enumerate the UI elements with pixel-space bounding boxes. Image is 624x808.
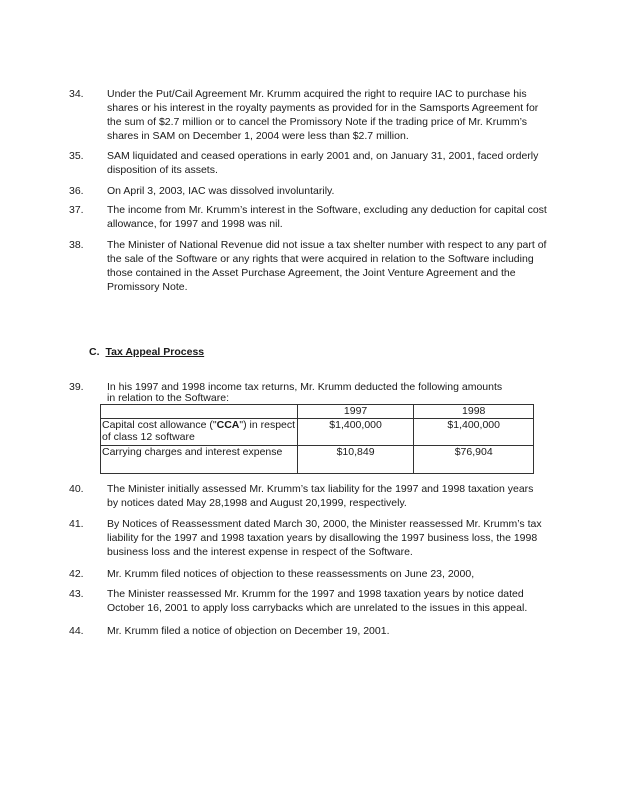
paragraph-text: The Minister initially assessed Mr. Krumm’s tax liability for the 1997 and 1998 taxation years by notices dated May 28,1998 and August 20,1999, respectively.	[107, 483, 534, 509]
table-header-cell: 1997	[297, 405, 414, 419]
table-row	[101, 419, 534, 446]
section-letter: C.	[89, 346, 100, 358]
label-text: ") in respect of class 12 software	[102, 419, 296, 443]
deductions-table	[100, 404, 534, 474]
paragraph-text: The Minister reassessed Mr. Krumm for the 1997 and 1998 taxation years by notice dated October 16, 2001 to apply loss carrybacks which are unrelated to the issues in this appeal.	[107, 588, 528, 614]
table-header-cell: 1998	[414, 405, 534, 419]
paragraph-number: 41.	[69, 518, 84, 530]
paragraph-number: 40.	[69, 483, 84, 495]
paragraph-number: 44.	[69, 625, 84, 637]
label-abbrev: CCA	[216, 419, 240, 431]
paragraph-number: 38.	[69, 239, 84, 251]
paragraph-39-continuation: in relation to the Software:	[107, 392, 229, 404]
paragraph-text: By Notices of Reassessment dated March 30, 2000, the Minister reassessed Mr. Krumm’s tax liability for the 1997 and 1998 taxation years by disallowing the 1997 business loss, the 1998 business loss and the interest expense in respect of the Software.	[107, 518, 542, 558]
table-cell-1997: $1,400,000	[297, 419, 414, 446]
section-heading	[89, 346, 204, 358]
paragraph-number: 36.	[69, 185, 84, 197]
paragraph-text: The Minister of National Revenue did not issue a tax shelter number with respect to any part of the sale of the Software or any rights that were acquired in relation to the Software including those contained in the Asset Purchase Agreement, the Joint Venture Agreement and the Promissory Note.	[107, 239, 547, 293]
paragraph-number: 39.	[69, 381, 84, 393]
paragraph-text: The income from Mr. Krumm’s interest in the Software, excluding any deduction for capital cost allowance, for 1997 and 1998 was nil.	[107, 204, 547, 230]
paragraph-text: Mr. Krumm filed a notice of objection on December 19, 2001.	[107, 625, 390, 637]
paragraph-text: In his 1997 and 1998 income tax returns, Mr. Krumm deducted the following amounts	[107, 381, 503, 393]
section-title: Tax Appeal Process	[105, 346, 205, 358]
table-row-label: Carrying charges and interest expense	[101, 446, 298, 474]
table-cell-1998: $1,400,000	[414, 419, 534, 446]
paragraph-text: On April 3, 2003, IAC was dissolved involuntarily.	[107, 185, 335, 197]
table-row-label	[101, 419, 298, 446]
table-header-row	[101, 405, 534, 419]
table-cell-1997: $10,849	[297, 446, 414, 474]
paragraph-number: 42.	[69, 568, 84, 580]
label-text: Capital cost allowance ("	[102, 419, 217, 431]
paragraph-text: Under the Put/Cail Agreement Mr. Krumm acquired the right to require IAC to purchase his shares or his interest in the royalty payments as provided for in the Samsports Agreement for the sum of $2.7 million or to cancel the Promissory Note if the trading price of Mr. Krumm’s shares in SAM on December 1, 2004 were less than $2.7 million.	[107, 88, 539, 142]
paragraph-number: 37.	[69, 204, 84, 216]
paragraph-number: 34.	[69, 88, 84, 100]
paragraph-number: 43.	[69, 588, 84, 600]
paragraph-text: Mr. Krumm filed notices of objection to these reassessments on June 23, 2000,	[107, 568, 475, 580]
paragraph-text: SAM liquidated and ceased operations in early 2001 and, on January 31, 2001, faced orderly disposition of its assets.	[107, 150, 539, 176]
table-header-cell	[101, 405, 298, 419]
table-row	[101, 446, 534, 474]
paragraph-number: 35.	[69, 150, 84, 162]
table-cell-1998: $76,904	[414, 446, 534, 474]
